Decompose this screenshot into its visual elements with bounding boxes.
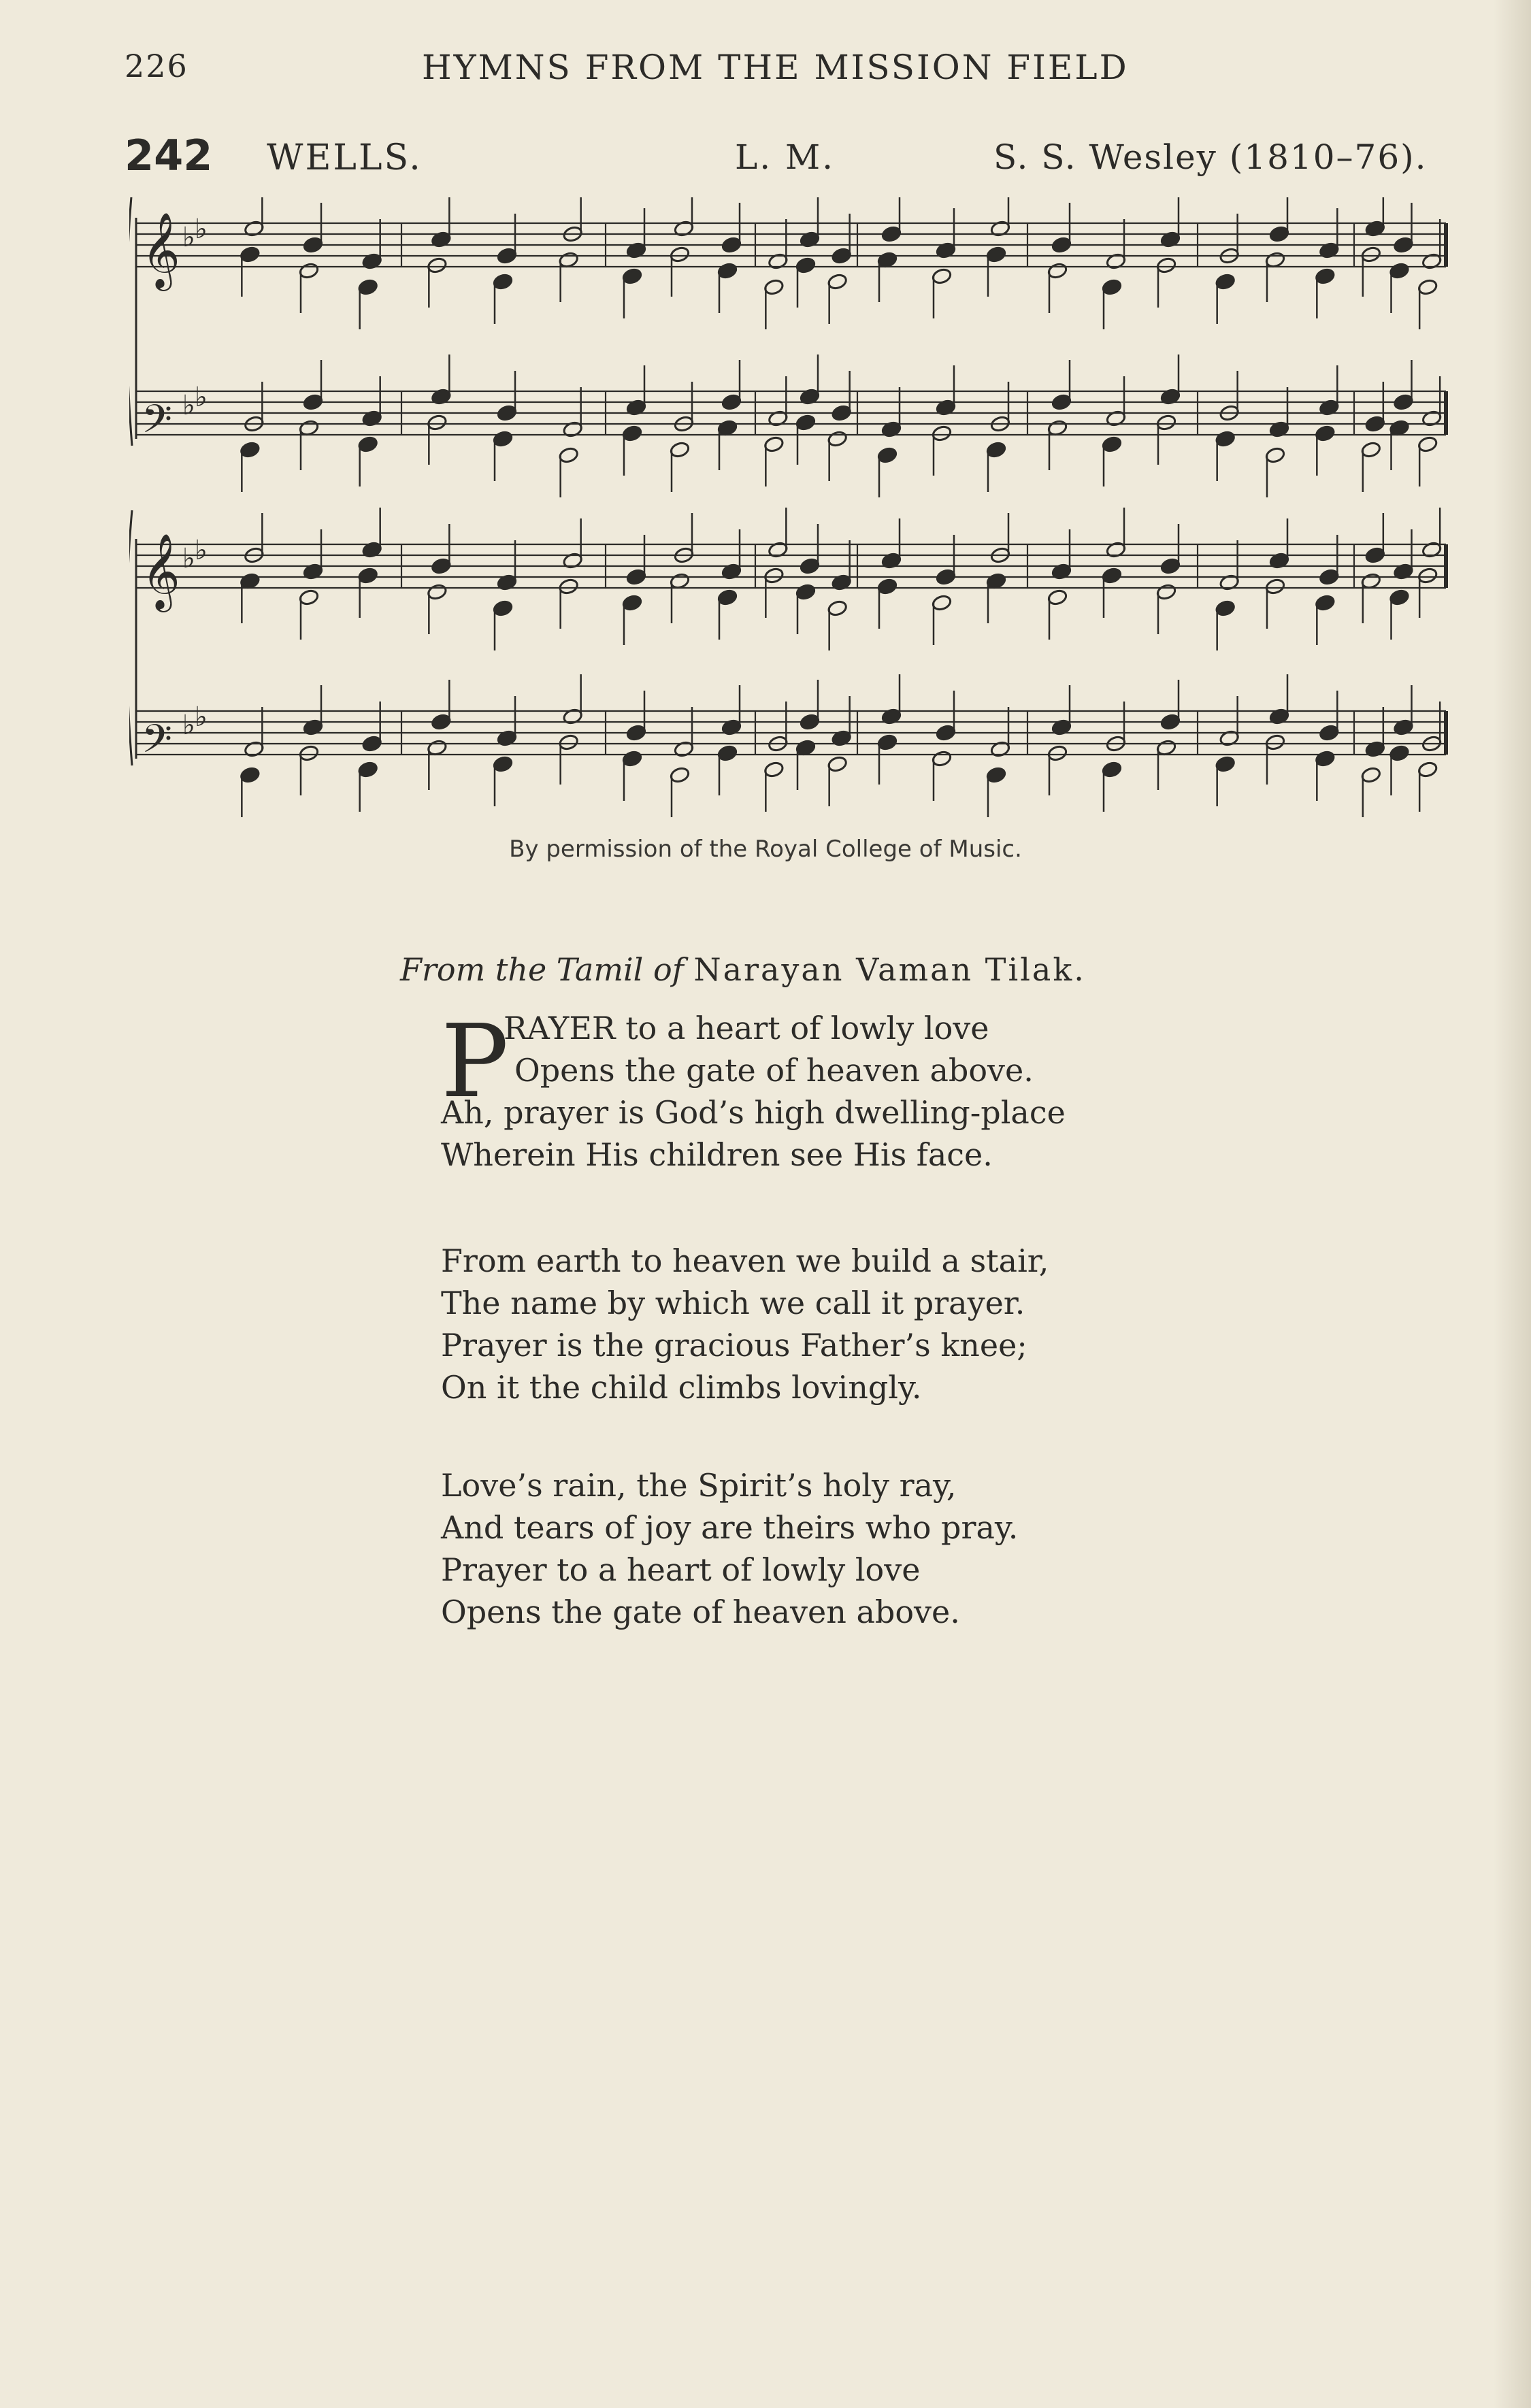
permission-note: By permission of the Royal College of Music.: [509, 836, 1022, 863]
flat-sign: ♭: [195, 702, 208, 733]
note-head: [1393, 236, 1414, 254]
note-head: [1215, 273, 1236, 291]
note-head: [1417, 567, 1438, 584]
note-head: [626, 568, 647, 586]
note-head: [299, 589, 320, 606]
bass-clef: 𝄢: [142, 716, 173, 772]
note-head: [299, 744, 320, 762]
verse-line: Opens the gate of heaven above.: [441, 1594, 960, 1630]
note-head: [1319, 724, 1340, 742]
note-head: [497, 404, 518, 422]
flat-sign: ♭: [182, 710, 195, 741]
note-head: [622, 425, 643, 442]
music-score: [129, 197, 1463, 830]
attribution: [400, 951, 1086, 988]
note-head: [1156, 583, 1177, 601]
flat-sign: ♭: [182, 222, 195, 253]
verse-2: [441, 1240, 1049, 1408]
note-head: [827, 273, 848, 291]
hymn-heading: [0, 131, 1531, 192]
verse-line: Opens the gate of heaven above.: [514, 1052, 1034, 1089]
note-head: [1365, 415, 1386, 433]
note-head: [1265, 578, 1286, 595]
note-head: [1389, 589, 1410, 606]
note-head: [427, 583, 448, 601]
note-head: [1265, 733, 1286, 751]
note-head: [1417, 435, 1438, 453]
note-head: [303, 393, 324, 411]
note-head: [1160, 557, 1181, 575]
note-head: [357, 567, 378, 584]
note-head: [431, 713, 452, 731]
note-head: [1315, 750, 1336, 768]
note-head: [795, 414, 817, 431]
note-head: [361, 735, 382, 753]
note-head: [1361, 766, 1382, 784]
flat-sign: ♭: [182, 390, 195, 421]
verse-line: On it the child climbs lovingly.: [441, 1369, 922, 1406]
note-head: [932, 425, 953, 442]
note-head: [493, 273, 514, 291]
verse-line: Love’s rain, the Spirit’s holy ray,: [441, 1467, 957, 1504]
note-head: [721, 236, 742, 254]
note-head: [932, 267, 953, 285]
note-head: [1051, 393, 1072, 411]
note-head: [1315, 425, 1336, 442]
note-head: [670, 766, 691, 784]
note-head: [877, 446, 898, 464]
page-number: 226: [125, 48, 188, 84]
note-head: [357, 761, 378, 778]
note-head: [626, 724, 647, 742]
note-head: [303, 236, 324, 254]
note-head: [986, 766, 1007, 784]
flat-sign: ♭: [195, 214, 208, 245]
note-head: [932, 594, 953, 612]
note-head: [1389, 744, 1410, 762]
page-header: [0, 48, 1531, 95]
note-head: [827, 755, 848, 773]
note-head: [1393, 393, 1414, 411]
note-head: [1365, 546, 1386, 564]
note-head: [877, 733, 898, 751]
note-head: [1361, 246, 1382, 263]
note-head: [622, 267, 643, 285]
composer: S. S. Wesley (1810–76).: [993, 137, 1428, 177]
note-head: [558, 446, 579, 464]
verse-line: Prayer to a heart of lowly love: [441, 1551, 921, 1588]
note-head: [1361, 441, 1382, 459]
verse-line: And tears of joy are theirs who pray.: [441, 1509, 1019, 1546]
note-head: [299, 262, 320, 280]
note-head: [427, 257, 448, 274]
note-head: [670, 246, 691, 263]
verse-line: From earth to heaven we build a stair,: [441, 1242, 1049, 1279]
note-head: [1215, 755, 1236, 773]
note-head: [763, 761, 785, 778]
note-head: [881, 225, 902, 243]
note-head: [1102, 435, 1123, 453]
verse-line: Prayer is the gracious Father’s knee;: [441, 1327, 1027, 1364]
note-head: [1156, 414, 1177, 431]
note-head: [1102, 278, 1123, 296]
note-head: [1047, 589, 1068, 606]
note-head: [1156, 257, 1177, 274]
note-head: [877, 578, 898, 595]
note-head: [800, 557, 821, 575]
drop-cap: P: [441, 1003, 509, 1120]
note-head: [721, 393, 742, 411]
note-head: [1047, 262, 1068, 280]
treble-clef: 𝄞: [142, 533, 180, 609]
note-head: [936, 568, 957, 586]
verse-1: [441, 1003, 1066, 1176]
flat-sign: ♭: [195, 382, 208, 413]
note-head: [493, 430, 514, 448]
attribution-author: Narayan Vaman Tilak.: [693, 951, 1086, 988]
page-edge-shadow: [1494, 0, 1531, 2408]
flat-sign: ♭: [182, 543, 195, 574]
note-head: [1047, 744, 1068, 762]
note-head: [622, 594, 643, 612]
note-head: [795, 257, 817, 274]
verse-line: RAYER to a heart of lowly love: [504, 1010, 989, 1046]
system-brace: [129, 197, 132, 446]
verse-line: Wherein His children see His face.: [441, 1136, 993, 1173]
note-head: [1417, 761, 1438, 778]
note-head: [827, 430, 848, 448]
note-head: [1102, 567, 1123, 584]
treble-clef: 𝄞: [142, 212, 180, 288]
note-head: [240, 766, 261, 784]
note-head: [827, 599, 848, 617]
note-head: [1215, 599, 1236, 617]
note-head: [357, 278, 378, 296]
note-head: [1215, 430, 1236, 448]
note-head: [1315, 267, 1336, 285]
verse-3: [441, 1464, 1018, 1633]
note-head: [240, 246, 261, 263]
note-head: [763, 278, 785, 296]
note-head: [493, 599, 514, 617]
note-head: [558, 733, 579, 751]
note-head: [1265, 446, 1286, 464]
verse-line: The name by which we call it prayer.: [441, 1285, 1025, 1321]
note-head: [240, 441, 261, 459]
note-head: [936, 724, 957, 742]
note-head: [717, 589, 738, 606]
note-head: [717, 262, 738, 280]
note-head: [493, 755, 514, 773]
note-head: [1269, 225, 1290, 243]
tune-name: WELLS.: [267, 137, 423, 178]
note-head: [1102, 761, 1123, 778]
note-head: [717, 744, 738, 762]
bass-clef: 𝄢: [142, 396, 173, 452]
note-head: [357, 435, 378, 453]
note-head: [670, 441, 691, 459]
note-head: [497, 247, 518, 265]
note-head: [986, 246, 1007, 263]
note-head: [1417, 278, 1438, 296]
note-head: [431, 557, 452, 575]
note-head: [427, 414, 448, 431]
running-head: HYMNS FROM THE MISSION FIELD: [422, 48, 1129, 87]
note-head: [1315, 594, 1336, 612]
note-head: [831, 404, 852, 422]
note-head: [763, 567, 785, 584]
flat-sign: ♭: [195, 535, 208, 566]
note-head: [622, 750, 643, 768]
attribution-prefix: From the Tamil of: [400, 951, 684, 988]
hymn-number: 242: [125, 131, 213, 180]
note-head: [1389, 262, 1410, 280]
note-head: [558, 578, 579, 595]
note-head: [795, 583, 817, 601]
note-head: [831, 247, 852, 265]
note-head: [986, 441, 1007, 459]
verse-line: Ah, prayer is God’s high dwelling-place: [441, 1094, 1066, 1131]
metre: L. M.: [735, 137, 836, 177]
note-head: [1319, 568, 1340, 586]
note-head: [763, 435, 785, 453]
note-head: [800, 713, 821, 731]
system-brace: [129, 510, 132, 765]
note-head: [1160, 713, 1181, 731]
note-head: [1051, 236, 1072, 254]
note-head: [932, 750, 953, 768]
